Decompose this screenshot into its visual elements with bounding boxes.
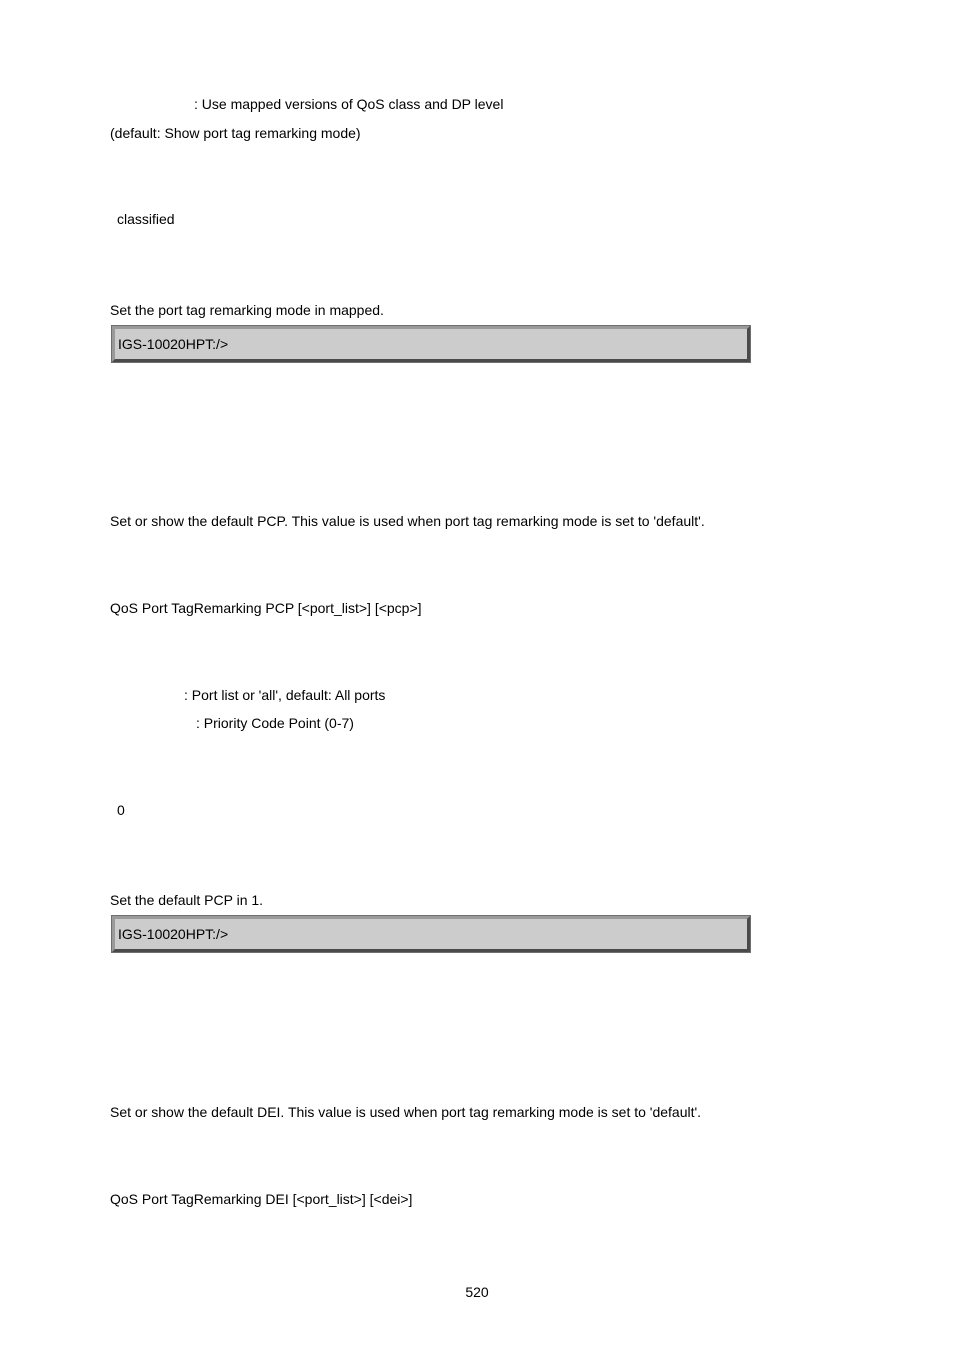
pcp-syntax: QoS Port TagRemarking PCP [<port_list>] [<pcp>] <box>110 600 422 616</box>
default-note: (default: Show port tag remarking mode) <box>110 125 361 141</box>
default-value-pcp: 0 <box>117 802 125 818</box>
cli-example-box-pcp <box>112 916 750 952</box>
example-text-mapped: Set the port tag remarking mode in mapped. <box>110 302 384 318</box>
cli-example-box-mapped <box>112 326 750 362</box>
dei-description: Set or show the default DEI. This value is used when port tag remarking mode is set to 'default'. <box>110 1104 702 1120</box>
page-number: 520 <box>465 1284 489 1300</box>
example-text-pcp: Set the default PCP in 1. <box>110 892 264 908</box>
cli-prompt: IGS-10020HPT:/> <box>118 926 229 942</box>
cli-prompt: IGS-10020HPT:/> <box>118 336 229 352</box>
default-value-classified: classified <box>117 211 175 227</box>
dei-syntax: QoS Port TagRemarking DEI [<port_list>] [<dei>] <box>110 1191 413 1207</box>
param-pcp-description: : Priority Code Point (0-7) <box>196 715 354 731</box>
param-mapped-description: : Use mapped versions of QoS class and DP level <box>194 96 504 112</box>
param-port-list-description: : Port list or 'all', default: All ports <box>184 687 386 703</box>
pcp-description: Set or show the default PCP. This value is used when port tag remarking mode is set to 'default'. <box>110 513 705 529</box>
